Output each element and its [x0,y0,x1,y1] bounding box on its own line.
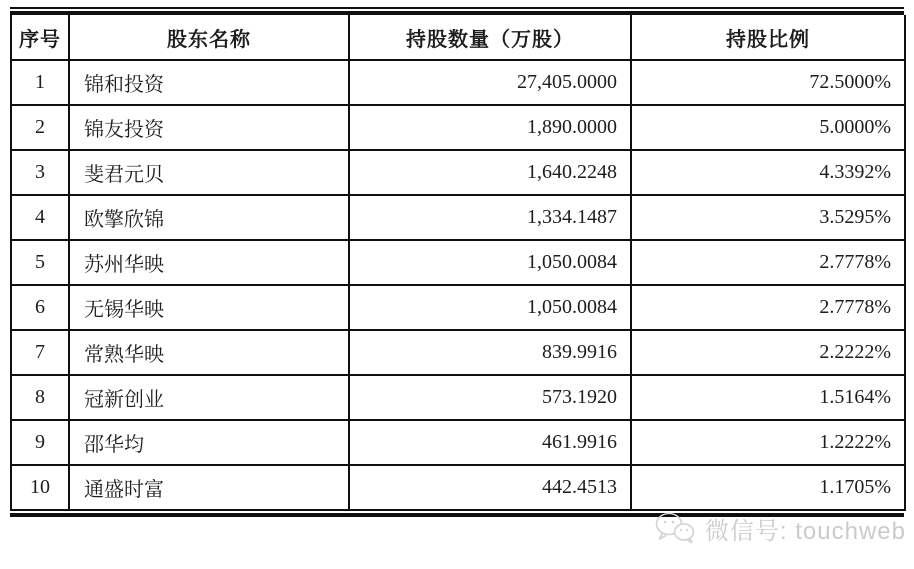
watermark-label: 微信号: touchweb [704,517,906,545]
cell-shares: 1,640.2248 [349,150,631,195]
header-index: 序号 [11,15,69,60]
table-row [11,465,905,510]
cell-shareholder-name: 苏州华映 [69,240,349,285]
cell-index: 6 [11,285,69,330]
cell-ratio: 1.2222% [631,420,905,465]
table-row [11,150,905,195]
table-row [11,240,905,285]
table-row [11,420,905,465]
cell-shareholder-name: 斐君元贝 [69,150,349,195]
cell-shares: 839.9916 [349,330,631,375]
cell-shares: 1,334.1487 [349,195,631,240]
cell-index: 2 [11,105,69,150]
cell-shareholder-name: 邵华均 [69,420,349,465]
header-shares: 持股数量（万股） [349,15,631,60]
cell-ratio: 1.1705% [631,465,905,510]
cell-shares: 1,890.0000 [349,105,631,150]
cell-index: 3 [11,150,69,195]
cell-shareholder-name: 冠新创业 [69,375,349,420]
cell-index: 9 [11,420,69,465]
cell-shares: 461.9916 [349,420,631,465]
cell-index: 4 [11,195,69,240]
wechat-icon [654,511,696,545]
cell-shareholder-name: 锦和投资 [69,60,349,105]
shareholder-table [10,15,906,511]
cell-shares: 27,405.0000 [349,60,631,105]
cell-shareholder-name: 通盛时富 [69,465,349,510]
cell-shares: 573.1920 [349,375,631,420]
cell-ratio: 3.5295% [631,195,905,240]
cell-index: 1 [11,60,69,105]
shareholder-table-block [10,7,904,517]
table-row [11,375,905,420]
cell-index: 7 [11,330,69,375]
cell-shares: 1,050.0084 [349,285,631,330]
table-header-row [11,15,905,60]
table-row [11,195,905,240]
table-row [11,60,905,105]
cell-index: 8 [11,375,69,420]
cell-shareholder-name: 锦友投资 [69,105,349,150]
table-row [11,330,905,375]
cell-shareholder-name: 无锡华映 [69,285,349,330]
cell-index: 10 [11,465,69,510]
header-name: 股东名称 [69,15,349,60]
cell-ratio: 1.5164% [631,375,905,420]
cell-ratio: 72.5000% [631,60,905,105]
cell-ratio: 2.7778% [631,240,905,285]
table-row [11,285,905,330]
wechat-watermark [654,508,906,548]
cell-shareholder-name: 常熟华映 [69,330,349,375]
cell-ratio: 4.3392% [631,150,905,195]
cell-ratio: 2.2222% [631,330,905,375]
cell-ratio: 5.0000% [631,105,905,150]
cell-shares: 442.4513 [349,465,631,510]
table-row [11,105,905,150]
cell-shares: 1,050.0084 [349,240,631,285]
cell-index: 5 [11,240,69,285]
header-ratio: 持股比例 [631,15,905,60]
cell-ratio: 2.7778% [631,285,905,330]
cell-shareholder-name: 欧擎欣锦 [69,195,349,240]
